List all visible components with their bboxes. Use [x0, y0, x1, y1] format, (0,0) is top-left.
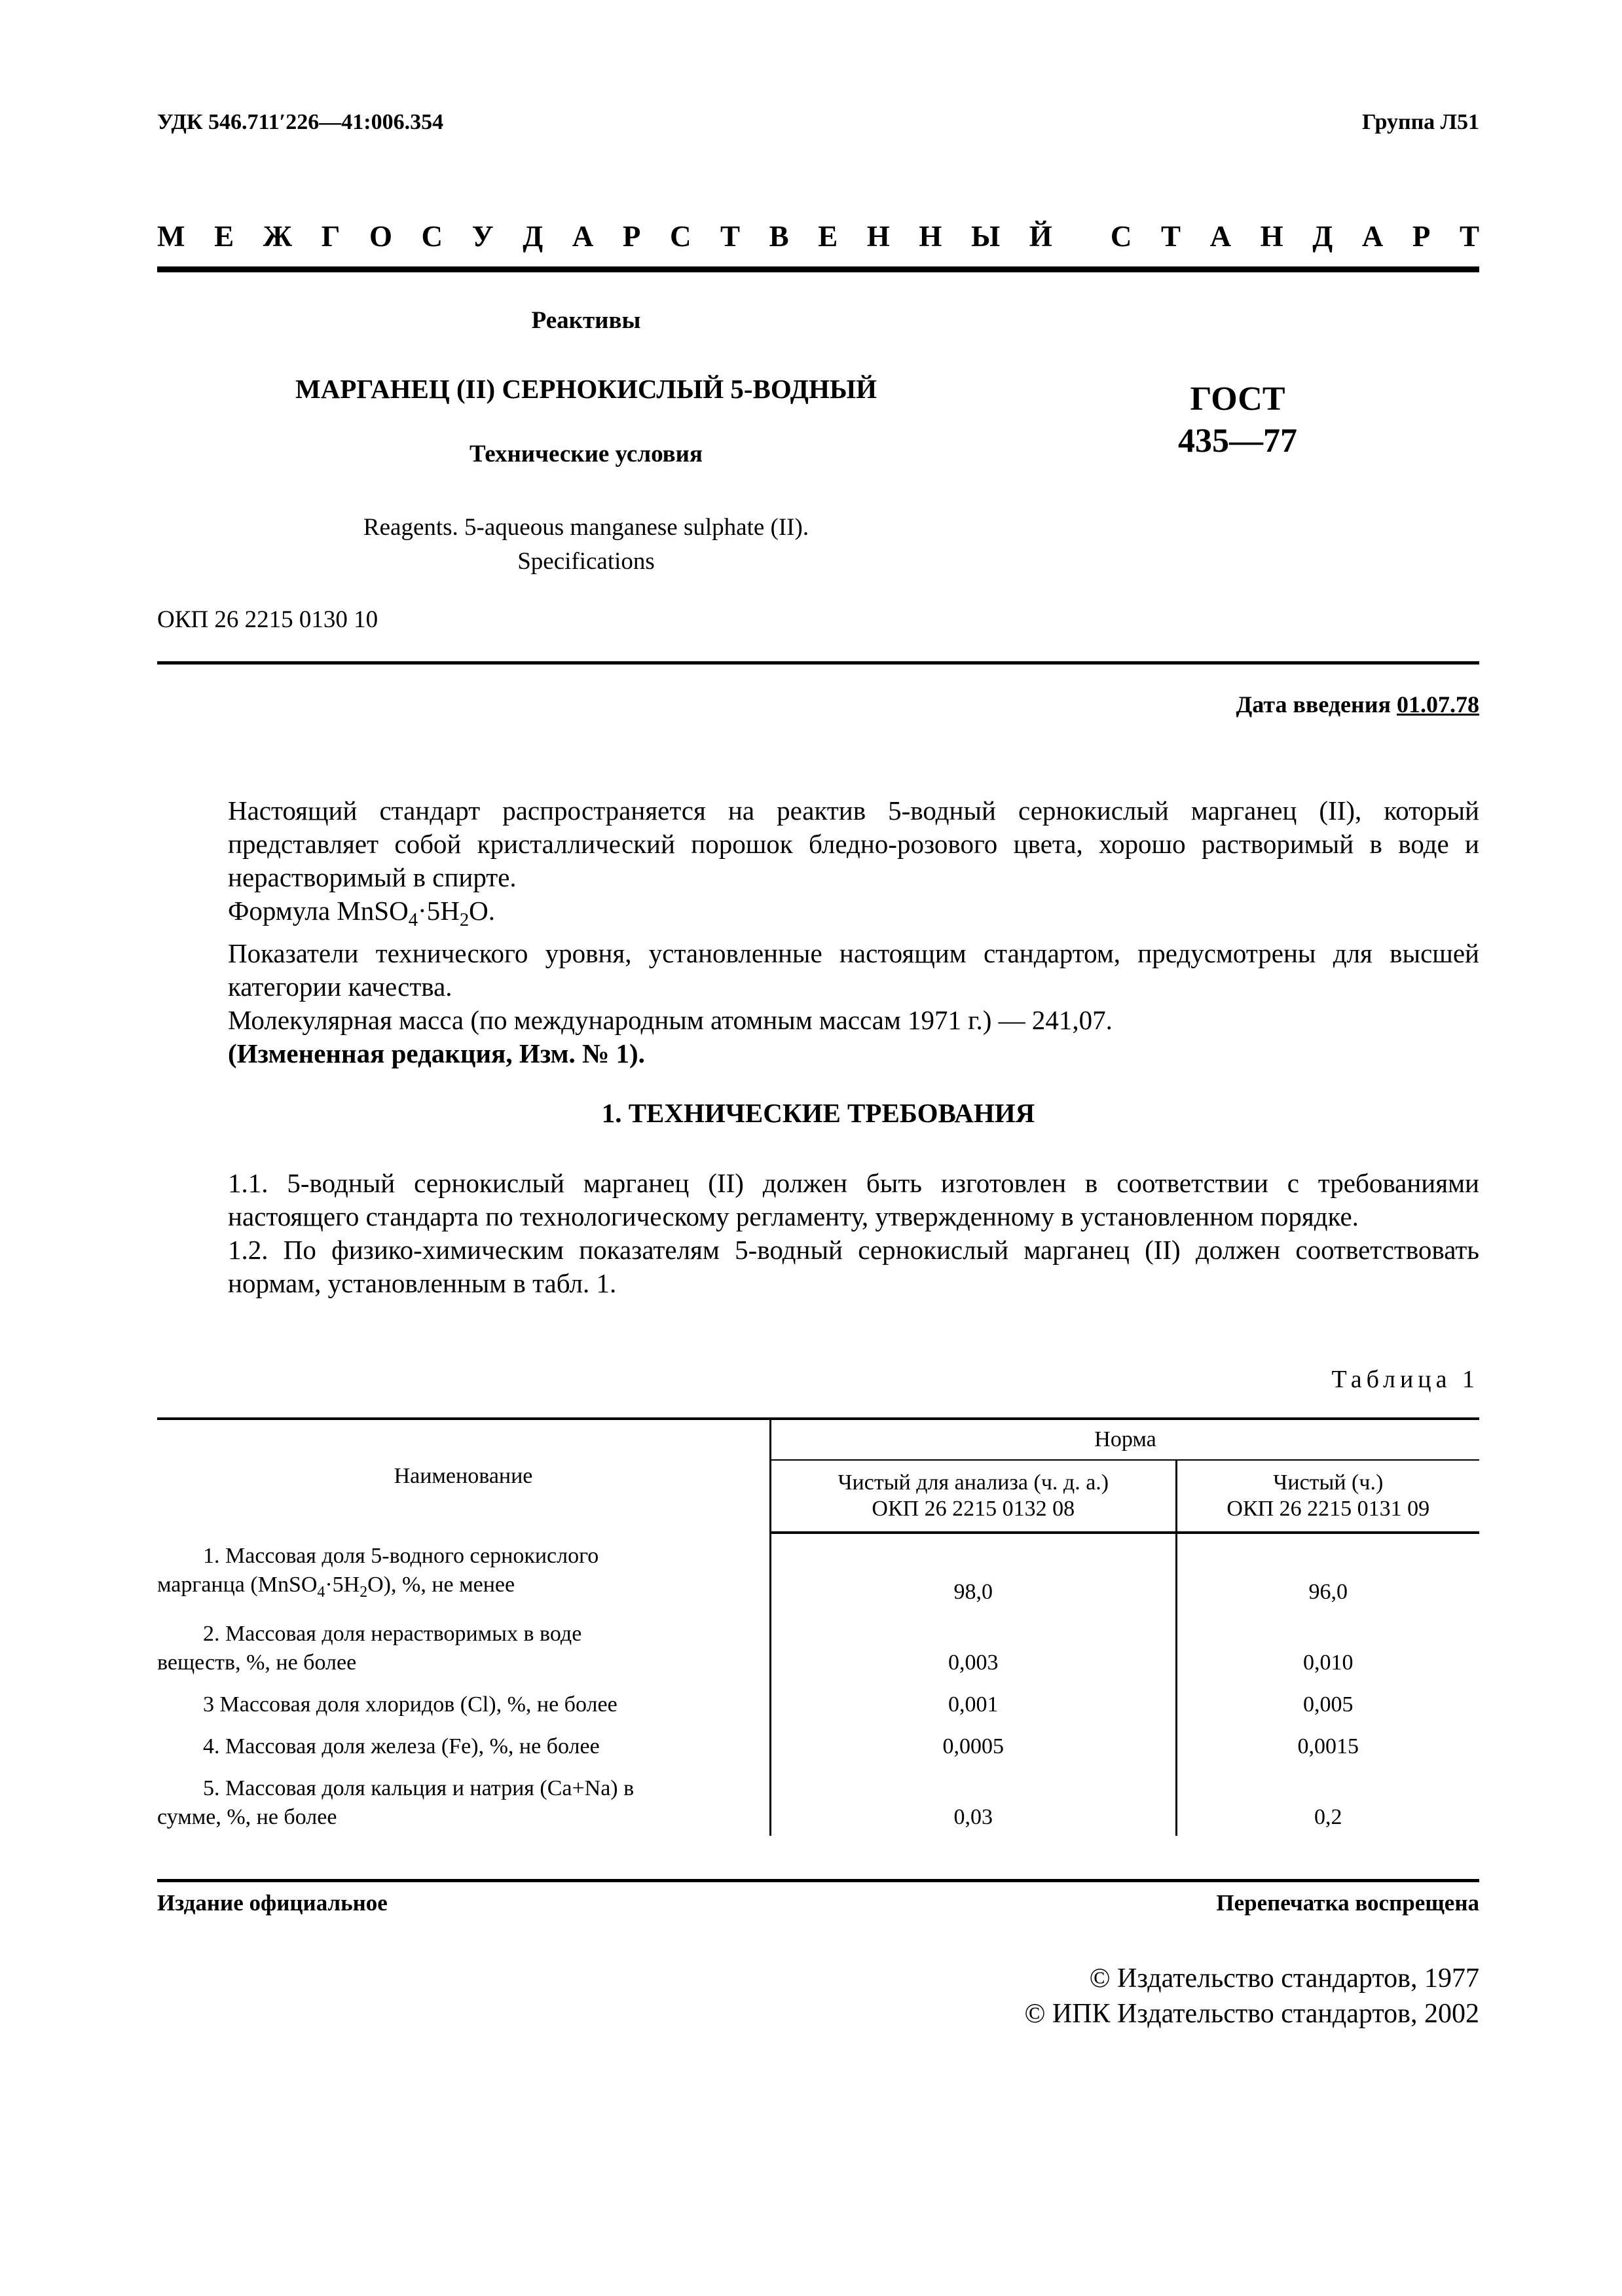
formula-subscript: 2 [459, 909, 470, 931]
date-label: Дата введения [1236, 691, 1391, 718]
heading-letter: Д [523, 220, 544, 253]
grade-a-name: Чистый для анализа (ч. д. а.) [838, 1470, 1109, 1495]
heading-letter: Ж [263, 220, 293, 253]
english-title [157, 511, 1015, 579]
heading-letter: С [669, 220, 691, 253]
row-value-b [1176, 1723, 1479, 1765]
row-name-text: ·5H [325, 1573, 360, 1597]
header-norm: Норма [771, 1419, 1480, 1460]
value-text: 0,0005 [942, 1734, 1005, 1758]
value-text: 96,0 [1308, 1579, 1348, 1604]
group-code: Группа Л51 [1362, 110, 1479, 134]
row-value-a [771, 1533, 1177, 1611]
date-value: 01.07.78 [1397, 691, 1479, 718]
product-title: МАРГАНЕЦ (II) СЕРНОКИСЛЫЙ 5-ВОДНЫЙ [295, 374, 877, 404]
row-value-a [771, 1611, 1177, 1681]
table-row [157, 1723, 1479, 1765]
footer-rule [157, 1879, 1479, 1882]
english-title-line: Specifications [517, 548, 655, 575]
value-text: 0,0015 [1297, 1734, 1359, 1758]
row-value-b [1176, 1533, 1479, 1611]
heading-letter: О [369, 220, 392, 253]
table-caption: Таблица 1 [1331, 1366, 1479, 1393]
heading-letter: Й [1029, 220, 1052, 253]
section-text [157, 1167, 1479, 1300]
heading-letter: Р [622, 220, 641, 253]
heading-letter: Р [1412, 220, 1431, 253]
formula-text: O. [469, 896, 496, 926]
value-text: 0,2 [1314, 1804, 1342, 1829]
row-name-text: O), %, не менее [367, 1573, 515, 1597]
row-name-line: 2. Массовая доля нерастворимых в воде [203, 1621, 582, 1646]
row-name [157, 1723, 771, 1765]
heading-letter: Д [1312, 220, 1333, 253]
okp-code: ОКП 26 2215 0130 10 [157, 606, 378, 633]
header-grade-a [771, 1460, 1177, 1533]
grade-b-name: Чистый (ч.) [1273, 1470, 1384, 1495]
heading-letter: А [572, 220, 594, 253]
row-value-a [771, 1723, 1177, 1765]
heading-letter: Т [720, 220, 741, 253]
table-row [157, 1611, 1479, 1681]
grade-a-okp: ОКП 26 2215 0132 08 [872, 1497, 1075, 1521]
value-text: 98,0 [953, 1579, 993, 1604]
official-edition-label: Издание официальное [157, 1890, 388, 1916]
gost-number [1087, 378, 1388, 462]
row-name [157, 1533, 771, 1611]
grade-b-okp: ОКП 26 2215 0131 09 [1226, 1497, 1430, 1521]
formula-subscript: 4 [408, 909, 418, 931]
heading-letter: Г [321, 220, 341, 253]
table-row [157, 1533, 1479, 1611]
amendment-note: (Измененная редакция, Изм. № 1). [228, 1038, 645, 1069]
value-text: 0,03 [953, 1804, 993, 1829]
reagents-label: Реактивы [531, 307, 641, 334]
intro-paragraph: Настоящий стандарт распространяется на реактив 5-водный сернокислый марганец (II), который представляет собой кристаллический порошок бледно-розового цвета, хорошо растворимый в воде и нерастворимый в спирте. [228, 795, 1479, 892]
clause-1-2: 1.2. По физико-химическим показателям 5-водный сернокислый марганец (II) должен соответствовать нормам, установленным в табл. 1. [228, 1235, 1479, 1298]
copyright-line: © ИПК Издательство стандартов, 2002 [1024, 1999, 1479, 2029]
copyright-line: © Издательство стандартов, 1977 [1089, 1963, 1479, 1994]
heading-letter: Ы [970, 220, 1001, 253]
gost-label: ГОСТ [1190, 380, 1285, 418]
formula-subscript: 4 [317, 1583, 325, 1601]
heading-letter: А [1209, 220, 1232, 253]
row-name-line: 5. Массовая доля кальция и натрия (Ca+Na) в [203, 1776, 635, 1800]
heading-letter: Т [1459, 220, 1479, 253]
row-value-b [1176, 1765, 1479, 1836]
row-name [157, 1611, 771, 1681]
row-name [157, 1765, 771, 1836]
section-title: 1. ТЕХНИЧЕСКИЕ ТРЕБОВАНИЯ [601, 1098, 1035, 1128]
value-text: 0,005 [1303, 1692, 1354, 1717]
header-grade-b [1176, 1460, 1479, 1533]
formula-subscript: 2 [359, 1583, 368, 1601]
table-row [157, 1765, 1479, 1836]
interstate-standard-heading [157, 219, 1479, 253]
udk-code: УДК 546.711′226—41:006.354 [157, 110, 444, 134]
intro-paragraph: Показатели технического уровня, установленные настоящим стандартом, предусмотрены для высшей категории качества. [228, 938, 1479, 1002]
row-name [157, 1681, 771, 1723]
row-name-line [157, 1571, 769, 1607]
row-name-line: сумме, %, не более [157, 1804, 337, 1829]
heading-letter: Н [866, 220, 890, 253]
row-name-text: марганца (MnSO [157, 1573, 318, 1597]
heading-letter: Н [919, 220, 942, 253]
row-name-line: 3 Массовая доля хлоридов (Cl), %, не более [203, 1692, 617, 1717]
reprint-notice: Перепечатка воспрещена [1216, 1890, 1479, 1916]
introduction-date [1236, 691, 1480, 718]
heading-letter: С [1110, 220, 1132, 253]
norms-table [157, 1417, 1479, 1836]
formula-line [157, 894, 1479, 937]
row-value-b [1176, 1611, 1479, 1681]
intro-paragraph: Молекулярная масса (по международным атомным массам 1971 г.) — 241,07. [228, 1005, 1113, 1036]
copyright [1024, 1961, 1479, 2032]
formula-text: ·5H [418, 896, 460, 926]
row-name-line: 4. Массовая доля железа (Fe), %, не более [203, 1734, 600, 1758]
heading-letter: М [157, 220, 185, 253]
heading-letter: У [471, 220, 494, 253]
intro-text [157, 794, 1479, 1070]
row-name-line: 1. Массовая доля 5-водного сернокислого [203, 1544, 599, 1568]
english-title-line: Reagents. 5-aqueous manganese sulphate (II). [363, 514, 809, 541]
row-value-b [1176, 1681, 1479, 1723]
heading-letter: С [421, 220, 443, 253]
table-row [157, 1681, 1479, 1723]
value-text: 0,003 [948, 1650, 999, 1675]
row-name-line: веществ, %, не более [157, 1650, 357, 1675]
row-value-a [771, 1681, 1177, 1723]
gost-code: 435—77 [1178, 422, 1297, 460]
heading-letter: Т [1161, 220, 1181, 253]
heading-letter: В [769, 220, 789, 253]
title-rule [157, 661, 1479, 665]
value-text: 0,010 [1303, 1650, 1354, 1675]
heading-letter: Е [818, 220, 838, 253]
header-name: Наименование [157, 1419, 771, 1533]
formula-text: Формула MnSO [228, 896, 409, 926]
value-text: 0,001 [948, 1692, 999, 1717]
clause-1-1: 1.1. 5-водный сернокислый марганец (II) должен быть изготовлен в соответствии с требованиями настоящего стандарта по технологическому регламенту, утвержденному в установленном порядке. [228, 1168, 1479, 1231]
row-value-a [771, 1765, 1177, 1836]
heading-letter: Е [214, 220, 234, 253]
header-rule [157, 266, 1479, 272]
heading-letter: А [1361, 220, 1384, 253]
heading-letter: Н [1260, 220, 1283, 253]
tech-conditions-label: Технические условия [470, 441, 703, 467]
